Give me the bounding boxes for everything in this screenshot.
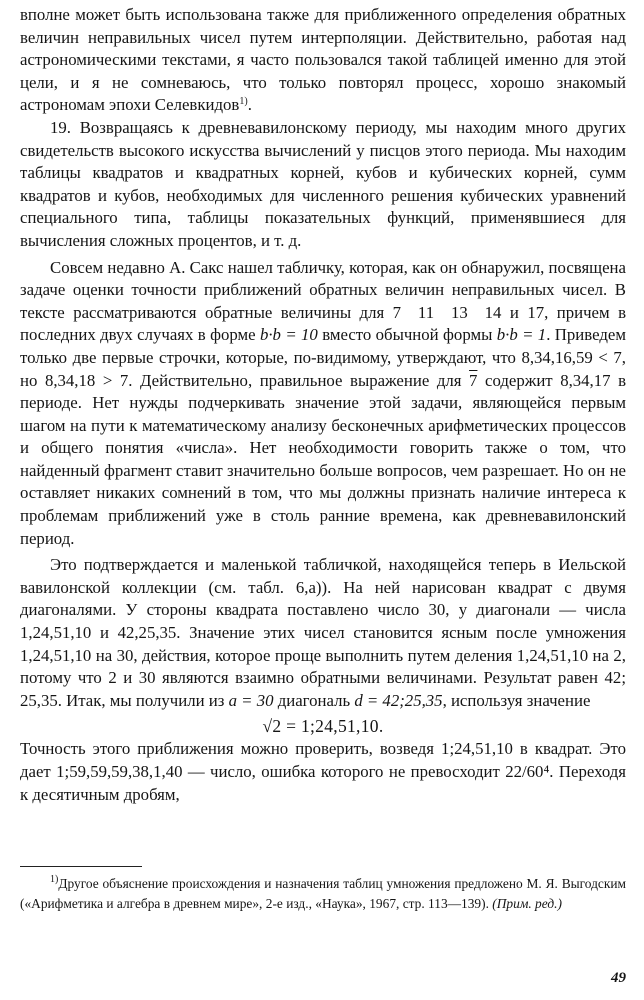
footnote-marker: 1): [50, 874, 59, 885]
formula-inline: a = 30: [228, 690, 274, 710]
formula-inline: d = 42;25,35: [354, 690, 443, 710]
paragraph-closing: Точность этого приближения можно проверить, возведя 1;24,51,10 в квадрат. Это дает 1;59,59,59,38,1,40 — число, ошибка которого не превосходит 22/60⁴. Переходя к десятичным дробям,: [20, 739, 626, 804]
display-formula-sqrt2: √2 = 1;24,51,10.: [262, 716, 384, 737]
paragraph-section-19: 19. Возвращаясь к древневавилонскому периоду, мы находим много других свидетельств высокого искусства вычислений у писцов этого периода. Мы находим таблицы квадратов и квадратных корней, кубов и кубических корней, сумм квадратов и кубов, необходимых для численного решения кубических уравнений специального типа, таблицы показательных функций, применявшиеся для вычисления сложных процентов, и т. д.: [20, 117, 626, 250]
formula-inline: 8,34,16,59 < 7: [521, 347, 622, 367]
paragraph-sachs-tablet: Совсем недавно А. Сакс нашел табличку, которая, как он обнаружил, посвящена задаче оценки точности приближений обратных величин неправильных чисел. В тексте рассматриваются обратные величины для 7 11 13 14 и 17, причем в последних двух случаях в форме b·b = 10 вместо обычной формы b·b = 1. Приведем только две первые строчки, которые, по-видимому, утверждают, что 8,34,16,59 < 7, но 8,34,18 > 7. Действительно, правильное выражение для 7 содержит 8,34,17 в периоде. Нет нужды подчеркивать значение этой задачи, являющейся первым шагом на пути к математическому анализу бесконечных арифметических процессов и общего понятия «числа». Нет необходимости говорить также о том, что найденный фрагмент ставит значительно больше вопросов, чем разрешает. Но он не оставляет никаких сомнений в том, что мы должны признать наличие интереса к проблемам приближений уже в столь ранние времена, как древневавилонский период.: [20, 257, 627, 548]
footnote-ref[interactable]: 1): [239, 96, 248, 108]
page-body: [20, 4, 626, 806]
formula-inline: b·b = 1: [496, 325, 547, 345]
number-list: 7 11 13 14: [392, 302, 502, 322]
footnote: $^{1)}$Другое объяснение происхождения и назначения таблиц умножения предложено М. Я. Выгодским («Арифметика и алгебра в древнем мире», 2-е изд., «Наука», 1967, стр. 113—139). (Прим. ред.): [20, 874, 626, 911]
paragraph-yale-tablet: Это подтверждается и маленькой табличкой, находящейся теперь в Иельской вавилонской коллекции (см. табл. 6,а)). На ней нарисован квадрат с двумя диагоналями. У стороны квадрата поставлено число 30, у диагонали — числа 1,24,51,10 и 42,25,35. Значение этих чисел становится ясным после умножения 1,24,51,10 на 30, действия, которое проще выполнить путем деления 1,24,51,10 на 2, потому что 2 и 30 являются взаимно обратными величинами. Результат равен 42; 25,35. Итак, мы получили из a = 30 диагональ d = 42;25,35, используя значение: [20, 555, 626, 710]
footnote-divider: [20, 866, 142, 867]
editor-note: (Прим. ред.): [492, 895, 562, 911]
formula-inline: b·b = 10: [259, 325, 318, 345]
paragraph-intro: вполне может быть использована также для приближенного определения обратных величин неправильных чисел путем интерполяции. Действительно, работая над астрономическими текстами, я часто пользовался такой таблицей именно для этой цели, и я не сомневаюсь, что только повторял процесс, хорошо знакомый астрономам эпохи Селевкидов$^{1)}$.: [20, 5, 626, 115]
formula-inline: 7: [469, 370, 478, 390]
page-number: 49: [611, 970, 626, 986]
formula-inline: 8,34,18 > 7: [44, 370, 129, 390]
